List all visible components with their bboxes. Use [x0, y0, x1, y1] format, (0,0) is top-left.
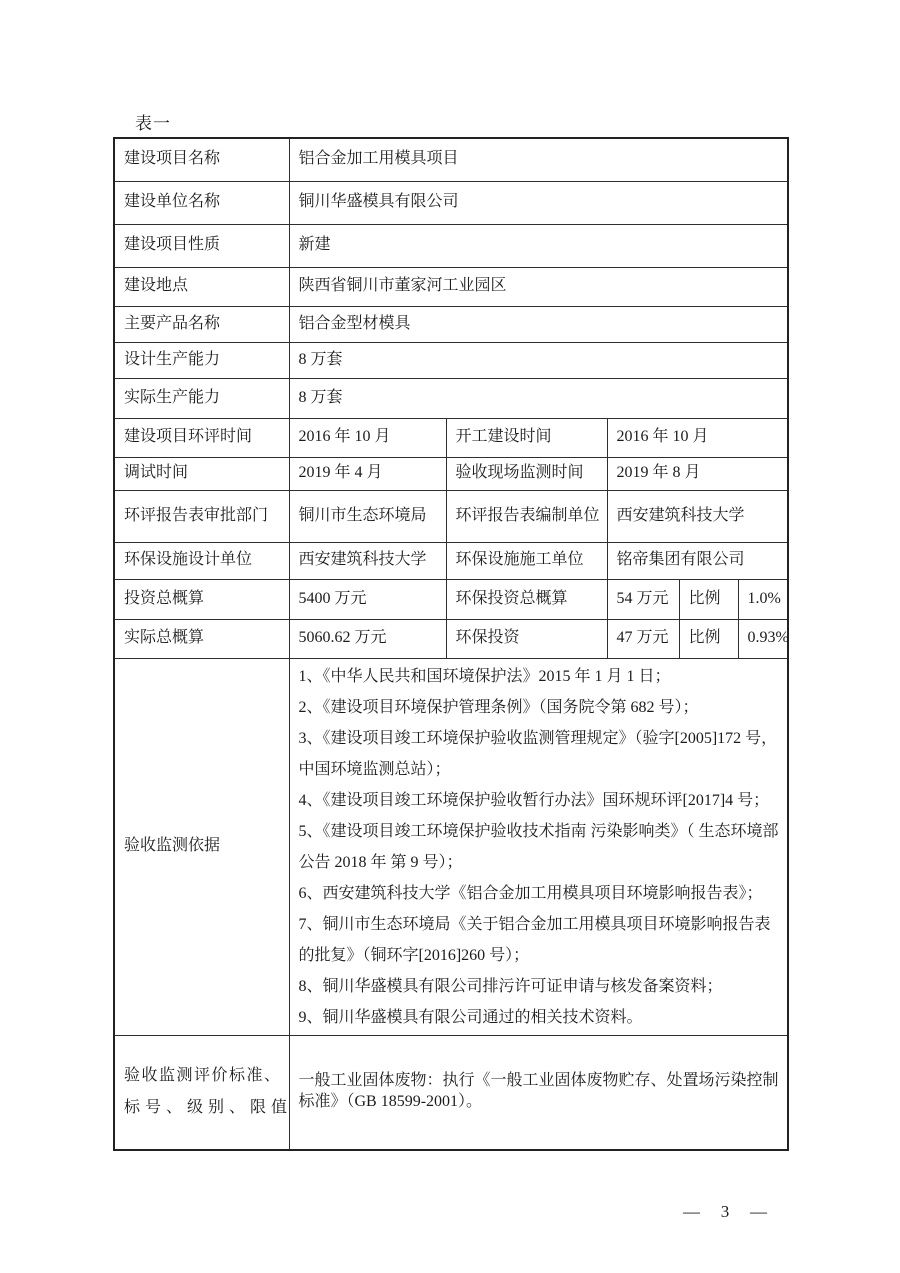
cell-label: 环评报告表审批部门: [114, 490, 289, 542]
table-row: [114, 542, 788, 579]
table-row: [114, 418, 788, 457]
cell-value: 铜川市生态环境局: [289, 490, 446, 542]
cell-value: 陕西省铜川市董家河工业园区: [289, 267, 788, 306]
cell-label: 环保投资总概算: [446, 579, 607, 619]
cell-value: 西安建筑科技大学: [607, 490, 788, 542]
table-row: [114, 579, 788, 619]
basis-item: 8、铜川华盛模具有限公司排污许可证申请与核发备案资料；: [298, 977, 723, 995]
cell-value: 2016 年 10 月: [607, 418, 788, 457]
cell-value: 5400 万元: [289, 579, 446, 619]
table-row: [114, 490, 788, 542]
cell-label-ratio: 比例: [679, 619, 738, 658]
cell-value: 铝合金型材模具: [289, 306, 788, 342]
cell-value: 54 万元: [607, 579, 679, 619]
table-row-monitoring-basis: [114, 658, 788, 1035]
cell-label: 建设项目名称: [114, 138, 289, 181]
footer-dash-left: —: [683, 1202, 700, 1221]
table-row: [114, 619, 788, 658]
cell-value-ratio: 0.93%: [738, 619, 788, 658]
table-row: [114, 306, 788, 342]
basis-item: 9、铜川华盛模具有限公司通过的相关技术资料。: [298, 1008, 643, 1026]
cell-label: 实际总概算: [114, 619, 289, 658]
cell-label: 建设项目性质: [114, 224, 289, 267]
cell-label: 调试时间: [114, 457, 289, 490]
cell-value: 2016 年 10 月: [289, 418, 446, 457]
page-footer: [683, 1202, 767, 1222]
cell-label: 环保投资: [446, 619, 607, 658]
footer-dash-right: —: [750, 1202, 767, 1221]
cell-label: 环保设施施工单位: [446, 542, 607, 579]
cell-label: 验收现场监测时间: [446, 457, 607, 490]
cell-value: 5060.62 万元: [289, 619, 446, 658]
cell-label: 环评报告表编制单位: [446, 490, 607, 542]
cell-label: 建设单位名称: [114, 181, 289, 224]
cell-value: 2019 年 8 月: [607, 457, 788, 490]
cell-standards-content: 一般工业固体废物：执行《一般工业固体废物贮存、处置场污染控制标准》（GB 18599-2001）。: [289, 1035, 788, 1150]
standards-label-line1: 验收监测评价标准、: [124, 1067, 282, 1085]
cell-label: 主要产品名称: [114, 306, 289, 342]
basis-item: 3、《建设项目竣工环境保护验收监测管理规定》（验字[2005]172 号，中国环境监测总站）；: [298, 729, 778, 778]
table-row: [114, 181, 788, 224]
basis-item: 2、《建设项目环境保护管理条例》（国务院令第 682 号）；: [298, 698, 699, 716]
cell-label-ratio: 比例: [679, 579, 738, 619]
table-row: [114, 267, 788, 306]
table-row: [114, 342, 788, 378]
cell-label: 设计生产能力: [114, 342, 289, 378]
cell-value: 铭帝集团有限公司: [607, 542, 788, 579]
basis-item: 6、西安建筑科技大学《铝合金加工用模具项目环境影响报告表》；: [298, 884, 763, 902]
cell-label: 建设地点: [114, 267, 289, 306]
cell-value: 2019 年 4 月: [289, 457, 446, 490]
cell-label: 投资总概算: [114, 579, 289, 619]
cell-label: 开工建设时间: [446, 418, 607, 457]
cell-label: 实际生产能力: [114, 378, 289, 418]
project-info-table: [113, 137, 789, 1151]
cell-label-monitoring-basis: 验收监测依据: [114, 658, 289, 1035]
basis-item: 1、《中华人民共和国环境保护法》2015 年 1 月 1 日；: [298, 667, 671, 685]
table-row: [114, 224, 788, 267]
cell-value-ratio: 1.0%: [738, 579, 788, 619]
cell-value: 47 万元: [607, 619, 679, 658]
footer-page-number: 3: [720, 1202, 730, 1221]
basis-item: 4、《建设项目竣工环境保护验收暂行办法》国环规环评[2017]4 号；: [298, 791, 770, 809]
cell-value: 8 万套: [289, 342, 788, 378]
cell-label-standards: [114, 1035, 293, 1150]
table-caption: 表一: [135, 114, 171, 133]
cell-value: 新建: [289, 224, 788, 267]
table-row: [114, 457, 788, 490]
standards-label-line2: 标号、级别、限值: [124, 1099, 293, 1117]
table-row: [114, 138, 788, 181]
cell-value: 西安建筑科技大学: [289, 542, 446, 579]
basis-item: 5、《建设项目竣工环境保护验收技术指南 污染影响类》（ 生态环境部公告 2018 年 第 9 号）；: [298, 822, 779, 871]
cell-label: 环保设施设计单位: [114, 542, 289, 579]
basis-item: 7、铜川市生态环境局《关于铝合金加工用模具项目环境影响报告表的批复》（铜环字[2016]260 号）；: [298, 915, 771, 964]
cell-value: 8 万套: [289, 378, 788, 418]
table-row-standards: [114, 1035, 788, 1150]
cell-value: 铜川华盛模具有限公司: [289, 181, 788, 224]
cell-monitoring-basis-content: [289, 658, 788, 1035]
table-row: [114, 378, 788, 418]
cell-label: 建设项目环评时间: [114, 418, 289, 457]
cell-value: 铝合金加工用模具项目: [289, 138, 788, 181]
